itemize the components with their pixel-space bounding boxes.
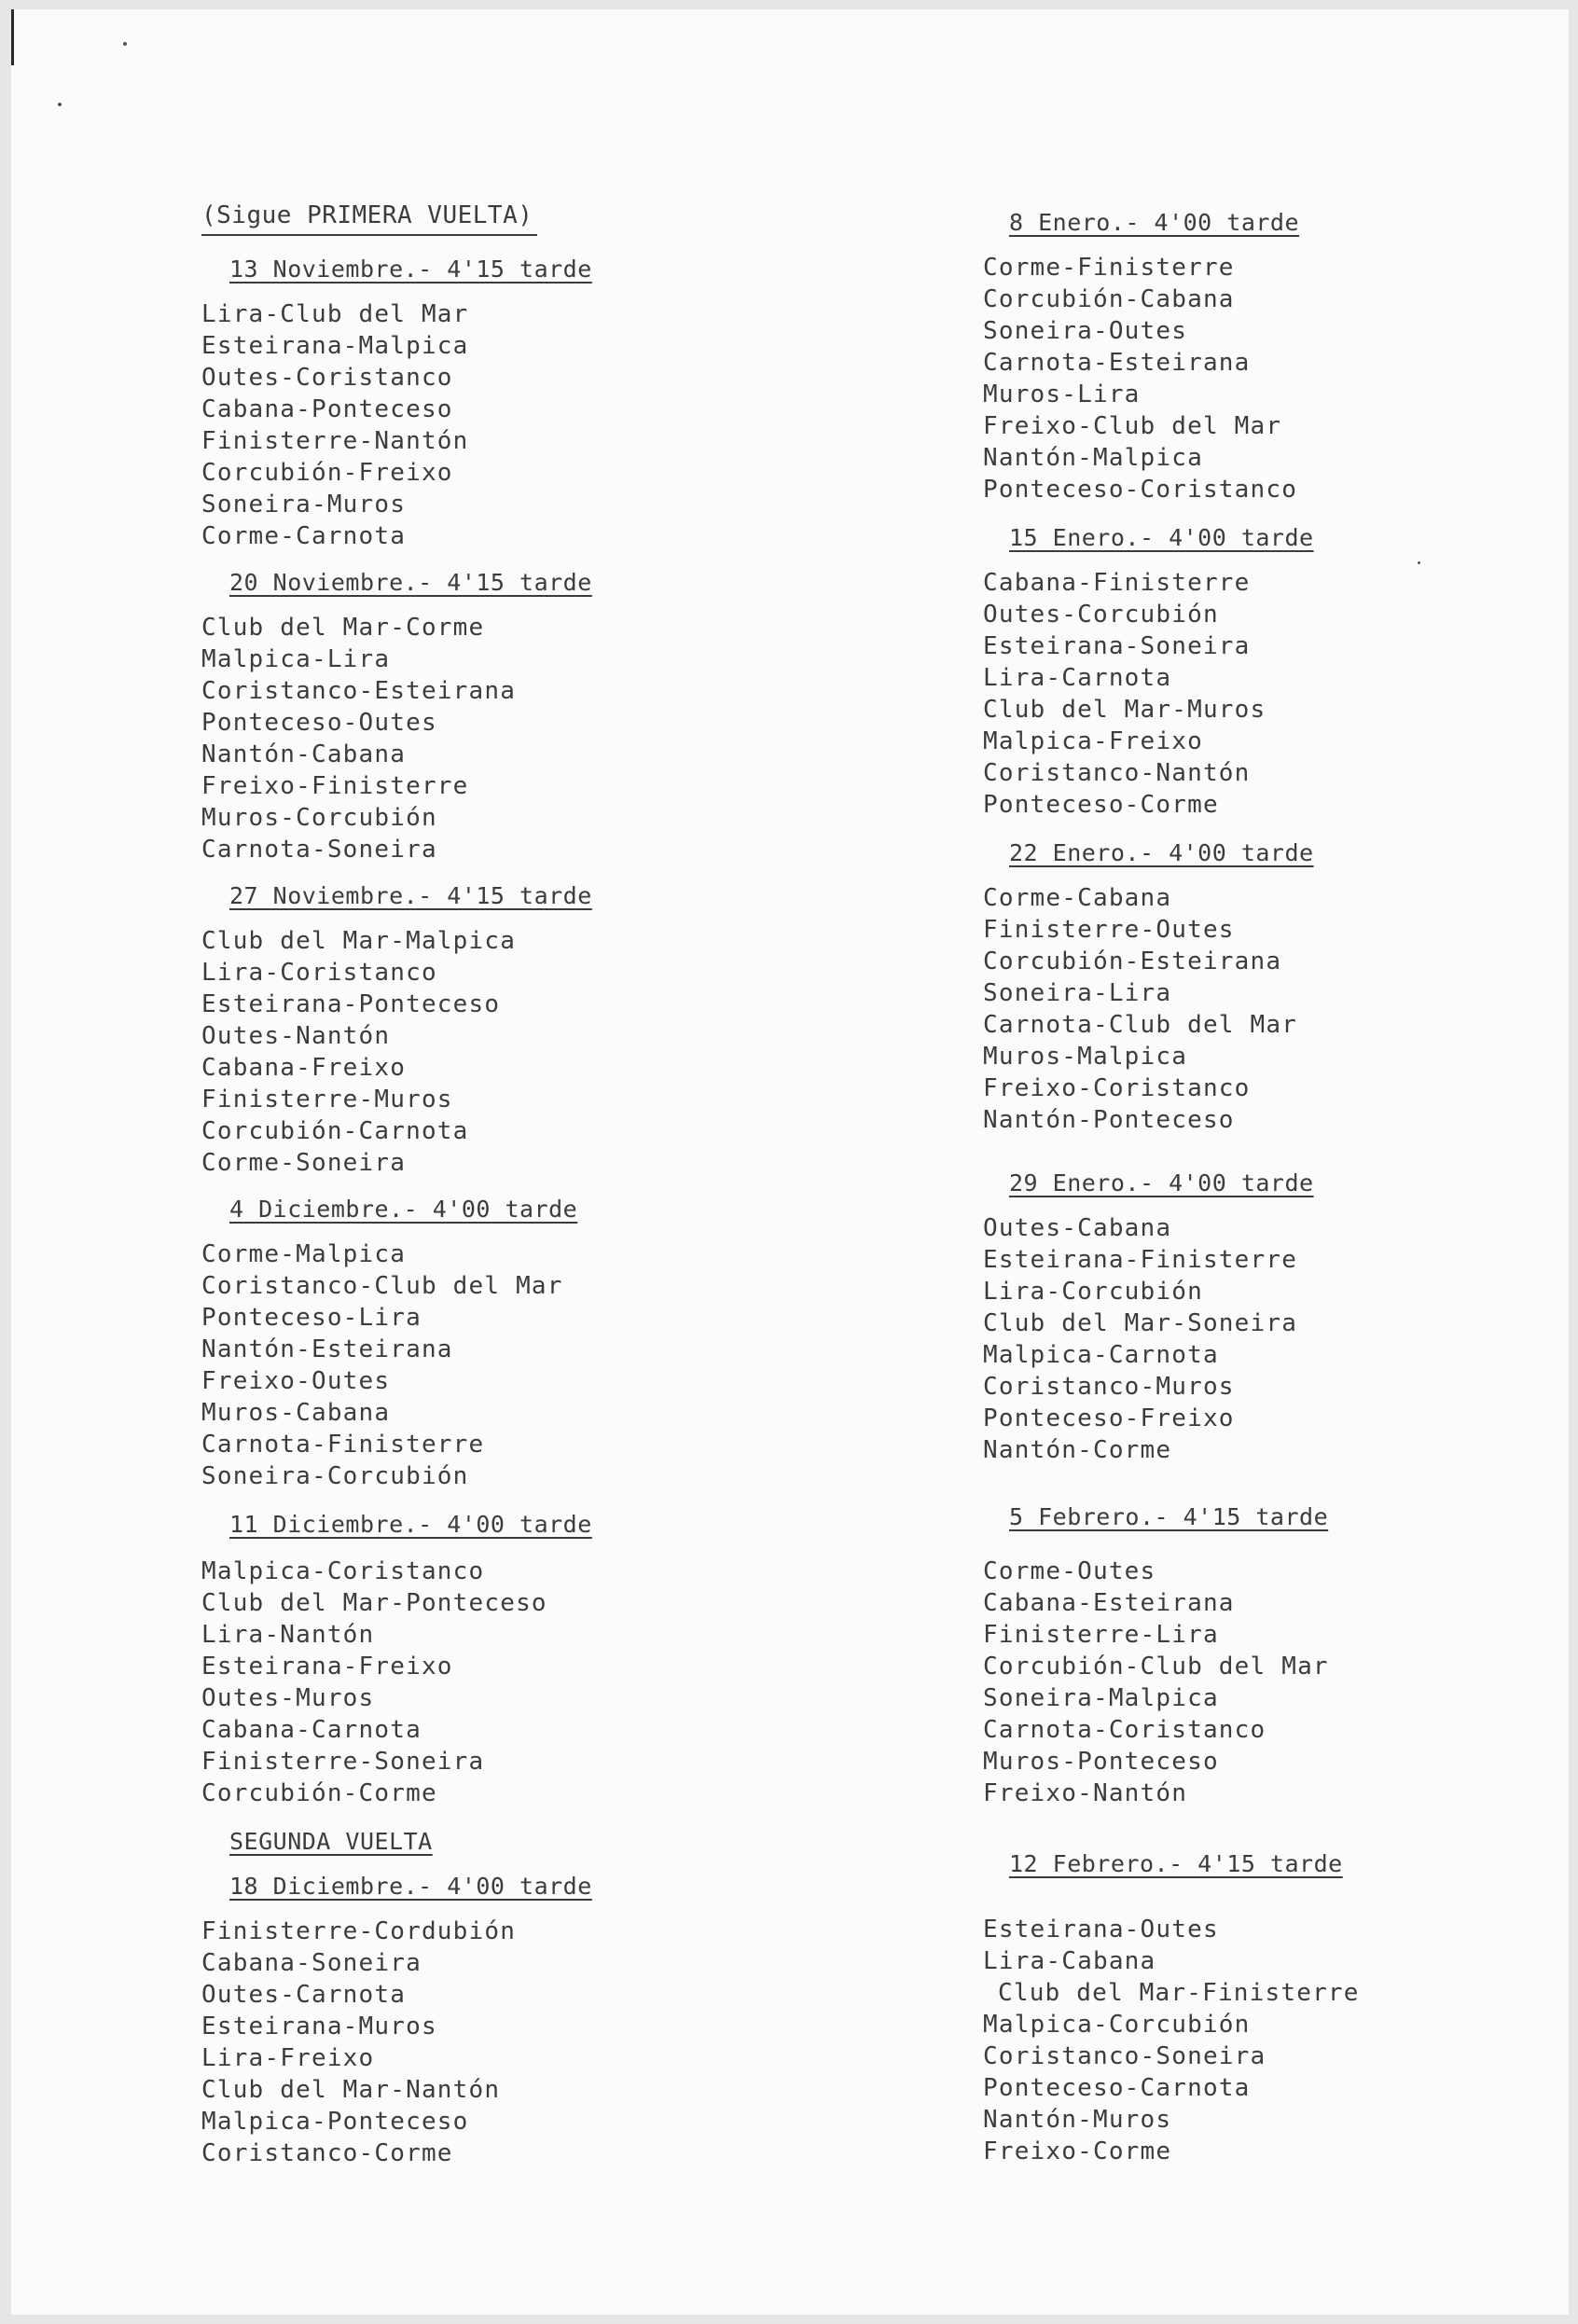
round-date: 18 Diciembre.- 4'00 tarde: [229, 1873, 592, 1900]
match: Outes-Cabana: [983, 1214, 1172, 1242]
match: Club del Mar-Muros: [983, 696, 1267, 724]
match: Freixo-Outes: [201, 1367, 391, 1395]
round-date: 29 Enero.- 4'00 tarde: [1009, 1169, 1314, 1197]
match: Corme-Malpica: [201, 1240, 407, 1268]
round-date: 22 Enero.- 4'00 tarde: [1009, 839, 1314, 866]
match: Corme-Outes: [983, 1557, 1156, 1585]
match: Lira-Coristanco: [201, 959, 437, 987]
match: Finisterre-Muros: [201, 1086, 453, 1114]
match: Corcubión-Corme: [201, 1779, 437, 1807]
speck: [58, 103, 62, 106]
match: Freixo-Club del Mar: [983, 412, 1282, 440]
match: Nantón-Muros: [983, 2106, 1172, 2134]
match: Coristanco-Muros: [983, 1373, 1235, 1401]
round-date: 8 Enero.- 4'00 tarde: [1009, 209, 1300, 236]
match: Muros-Ponteceso: [983, 1748, 1219, 1776]
match: Finisterre-Outes: [983, 916, 1235, 944]
match: Nantón-Esteirana: [201, 1335, 453, 1363]
match: Malpica-Carnota: [983, 1341, 1219, 1369]
match: Muros-Lira: [983, 380, 1141, 408]
match: Soneira-Muros: [201, 491, 407, 519]
match: Carnota-Coristanco: [983, 1716, 1267, 1744]
match: Esteirana-Outes: [983, 1916, 1219, 1944]
round-date: 20 Noviembre.- 4'15 tarde: [229, 569, 592, 596]
match: Ponteceso-Carnota: [983, 2074, 1251, 2102]
match: Ponteceso-Lira: [201, 1304, 422, 1332]
match: Malpica-Coristanco: [201, 1557, 485, 1585]
match: Lira-Corcubión: [983, 1278, 1203, 1306]
match: Carnota-Club del Mar: [983, 1011, 1298, 1039]
match: Malpica-Lira: [201, 645, 391, 673]
match: Esteirana-Muros: [201, 2013, 437, 2040]
round-date: 27 Noviembre.- 4'15 tarde: [229, 882, 592, 909]
match: Coristanco-Club del Mar: [201, 1272, 563, 1300]
continuation-underline: [201, 234, 537, 236]
match: Nantón-Cabana: [201, 740, 407, 768]
match: Muros-Malpica: [983, 1043, 1188, 1071]
match: Cabana-Carnota: [201, 1716, 422, 1744]
match: Coristanco-Nantón: [983, 759, 1251, 787]
round-date: 4 Diciembre.- 4'00 tarde: [229, 1196, 578, 1223]
match: Nantón-Ponteceso: [983, 1106, 1235, 1134]
match: Freixo-Coristanco: [983, 1074, 1251, 1102]
match: Ponteceso-Corme: [983, 791, 1219, 819]
speck: [123, 42, 127, 46]
edge-mark: [11, 9, 14, 65]
match: Esteirana-Finisterre: [983, 1246, 1298, 1274]
match: Corme-Carnota: [201, 522, 407, 550]
match: Carnota-Finisterre: [201, 1431, 485, 1459]
match: Muros-Cabana: [201, 1399, 391, 1427]
match: Soneira-Outes: [983, 317, 1188, 345]
match: Club del Mar-Finisterre: [998, 1979, 1360, 2007]
match: Coristanco-Corme: [201, 2139, 453, 2167]
match: Cabana-Freixo: [201, 1054, 407, 1082]
match: Carnota-Esteirana: [983, 349, 1251, 377]
match: Outes-Corcubión: [983, 601, 1219, 629]
match: Soneira-Malpica: [983, 1684, 1219, 1712]
typed-page: [11, 9, 1569, 2315]
match: Cabana-Ponteceso: [201, 395, 453, 423]
match: Ponteceso-Outes: [201, 709, 437, 737]
match: Freixo-Finisterre: [201, 772, 469, 800]
match: Ponteceso-Coristanco: [983, 476, 1298, 504]
continuation-header: (Sigue PRIMERA VUELTA): [201, 201, 533, 229]
match: Esteirana-Soneira: [983, 632, 1251, 660]
match: Nantón-Malpica: [983, 444, 1203, 472]
round-date: 11 Diciembre.- 4'00 tarde: [229, 1511, 592, 1538]
match: Corcubión-Freixo: [201, 459, 453, 487]
match: Esteirana-Ponteceso: [201, 990, 501, 1018]
match: Lira-Club del Mar: [201, 300, 469, 328]
match: Malpica-Freixo: [983, 727, 1203, 755]
match: Ponteceso-Freixo: [983, 1404, 1235, 1432]
match: Corcubión-Cabana: [983, 285, 1235, 313]
match: Esteirana-Freixo: [201, 1653, 453, 1681]
match: Outes-Nantón: [201, 1022, 391, 1050]
match: Finisterre-Nantón: [201, 427, 469, 455]
match: Muros-Corcubión: [201, 804, 437, 832]
round-date: 5 Febrero.- 4'15 tarde: [1009, 1503, 1329, 1530]
match: Club del Mar-Nantón: [201, 2076, 501, 2104]
match: Lira-Freixo: [201, 2044, 375, 2072]
match: Freixo-Nantón: [983, 1779, 1188, 1807]
match: Finisterre-Cordubión: [201, 1917, 517, 1945]
match: Cabana-Soneira: [201, 1949, 422, 1977]
match: Soneira-Corcubión: [201, 1462, 469, 1490]
second-round-header: SEGUNDA VUELTA: [229, 1828, 433, 1855]
match: Outes-Muros: [201, 1684, 375, 1712]
match: Corme-Finisterre: [983, 254, 1235, 282]
match: Lira-Cabana: [983, 1947, 1156, 1975]
match: Cabana-Esteirana: [983, 1589, 1235, 1617]
match: Coristanco-Soneira: [983, 2042, 1267, 2070]
match: Corme-Cabana: [983, 884, 1172, 912]
match: Cabana-Finisterre: [983, 569, 1251, 597]
match: Outes-Coristanco: [201, 364, 453, 392]
match: Coristanco-Esteirana: [201, 677, 517, 705]
match: Esteirana-Malpica: [201, 332, 469, 360]
match: Club del Mar-Corme: [201, 614, 485, 642]
match: Malpica-Corcubión: [983, 2011, 1251, 2039]
match: Club del Mar-Ponteceso: [201, 1589, 547, 1617]
match: Nantón-Corme: [983, 1436, 1172, 1464]
speck: [1418, 561, 1420, 564]
match: Corcubión-Carnota: [201, 1117, 469, 1145]
match: Lira-Nantón: [201, 1621, 375, 1649]
round-date: 12 Febrero.- 4'15 tarde: [1009, 1850, 1343, 1877]
match: Corcubión-Esteirana: [983, 948, 1282, 975]
match: Carnota-Soneira: [201, 836, 437, 864]
match: Outes-Carnota: [201, 1981, 407, 2009]
round-date: 15 Enero.- 4'00 tarde: [1009, 524, 1314, 551]
match: Club del Mar-Soneira: [983, 1309, 1298, 1337]
match: Corcubión-Club del Mar: [983, 1653, 1329, 1681]
match: Corme-Soneira: [201, 1149, 407, 1177]
match: Soneira-Lira: [983, 979, 1172, 1007]
match: Freixo-Corme: [983, 2137, 1172, 2165]
round-date: 13 Noviembre.- 4'15 tarde: [229, 256, 592, 283]
match: Malpica-Ponteceso: [201, 2108, 469, 2136]
match: Lira-Carnota: [983, 664, 1172, 692]
match: Finisterre-Lira: [983, 1621, 1219, 1649]
match: Finisterre-Soneira: [201, 1748, 485, 1776]
match: Club del Mar-Malpica: [201, 927, 517, 955]
